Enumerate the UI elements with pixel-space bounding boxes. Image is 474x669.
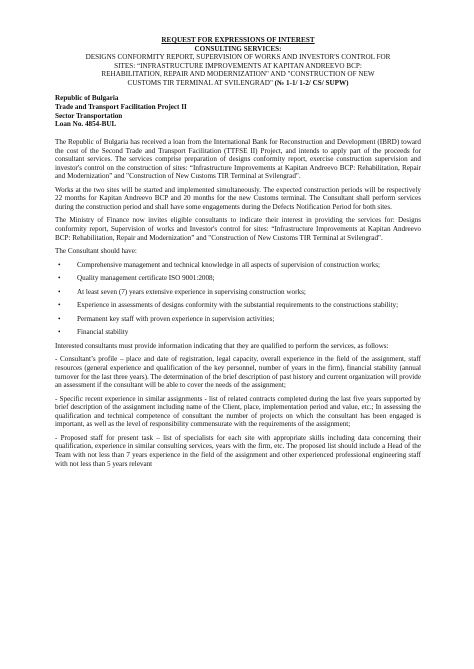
list-item: [55, 261, 421, 270]
list-item-text: Experience in assessments of designs conformity with the substantial requirements to the constructions stability;: [77, 301, 399, 310]
list-item-text: Quality management certificate ISO 9001:2008;: [77, 274, 215, 283]
paragraph-consultant-profile: - Consultant’s profile – place and date of registration, legal capacity, overall experience in the field of the assignment, staff resources (general experience and qualification of the key personnel, number of years in the firm), financial stability (annual turnover for the last three years). The determination of the brief description of past history and current organization will provide an assessment if the consultant will be able to cover the needs of the assignment;: [55, 355, 421, 390]
paragraph-information-required: Interested consultants must provide information indicating that they are qualified to perform the services, as follows:: [55, 341, 389, 350]
header-line-4-text: CUSTOMS TIR TERMINAL AT SVILENGRAD": [127, 78, 275, 87]
recipient-project: Trade and Transport Facilitation Project II: [55, 102, 187, 111]
paragraph-works-schedule: Works at the two sites will be started and implemented simultaneously. The expected construction periods will be respectively 22 months for Kapitan Andreevo BCP and 20 months for the new Customs terminal. The Consultant shall perform services during the construction period and shall have some engagements during the Defects Notification Period for both sites.: [55, 185, 421, 211]
document-subtitle: CONSULTING SERVICES:: [194, 44, 282, 53]
bullet-icon: •: [58, 274, 61, 283]
recipient-sector: Sector Transportation: [55, 111, 123, 120]
reference-number: (№ 1-1/ 1-2/ CS/ SUPW): [274, 78, 349, 87]
paragraph-loan-intro: The Republic of Bulgaria has received a loan from the International Bank for Reconstruction and Development (IBRD) toward the cost of the Second Trade and Transport Facilitation (TTFSE II) Project, and intends to apply part of the proceeds for consultant services. The services comprise preparation of designs conformity report, exercise construction supervision and investor's control on the construction of sites: “Infrastructure Improvements at Kapitan Andreevo BCP: Rehabilitation, Repair and Modernization” and "Construction of New Customs TIR Terminal at Svilengrad".: [55, 138, 421, 181]
header-line-4: [55, 79, 421, 88]
bullet-icon: •: [58, 287, 61, 296]
list-item-text: Permanent key staff with proven experience in supervision activities;: [77, 314, 275, 323]
document-header: [55, 36, 421, 87]
paragraph-proposed-staff: - Proposed staff for present task – list of specialists for each site with appropriate skills including data concerning their qualification, experience in similar consulting services, years with the firm, etc. The proposed list should include a Head of the Team with not less than 7 years experience in the field of the assignment and other experienced professional engineering staff with not less than 5 years relevant: [55, 433, 421, 468]
list-item-text: Financial stability: [77, 328, 129, 337]
list-item: [55, 274, 421, 283]
paragraph-consultant-should-have: The Consultant should have:: [55, 247, 137, 256]
list-item: [55, 301, 421, 310]
header-line-2: SITES: “INFRASTRUCTURE IMPROVEMENTS AT KAPITAN ANDREEVO BCP:: [114, 61, 362, 70]
paragraph-specific-experience: - Specific recent experience in similar assignments - list of related contracts completed during the last five years supported by brief description of the assignment including name of the Client, place, implementation period and value, etc.; In assessing the qualification and technical competence of consultant the number of projects on which the consultant has been engaged is important, as well as the level of responsibility commensurate with the requirements of the assignment;: [55, 394, 421, 429]
list-item: [55, 315, 421, 324]
list-item-text: At least seven (7) years extensive experience in supervising construction works;: [77, 287, 306, 296]
header-line-3: REHABILITATION, REPAIR AND MODERNIZATION" AND "CONSTRUCTION OF NEW: [101, 70, 375, 79]
bullet-icon: •: [58, 301, 61, 310]
bullet-icon: •: [58, 314, 61, 323]
bullet-icon: •: [58, 328, 61, 337]
document-title: REQUEST FOR EXPRESSIONS OF INTEREST: [161, 36, 315, 44]
recipient-block: [55, 94, 421, 129]
list-item: [55, 288, 421, 297]
bullet-icon: •: [58, 260, 61, 269]
paragraph-invitation: The Ministry of Finance now invites eligible consultants to indicate their interest in providing the services for: Designs conformity report, Supervision of works and Investor's control for sites: “Infrastructure Improvements at Kapitan Andreevo BCP: Rehabilitation, Repair and Modernization” and "Construction of New Customs TIR Terminal at Svilengrad".: [55, 216, 421, 242]
recipient-loan: Loan No. 4854-BUL: [55, 120, 117, 129]
header-line-1: DESIGNS CONFORMITY REPORT, SUPERVISION OF WORKS AND INVESTOR'S CONTROL FOR: [85, 53, 391, 62]
recipient-country: Republic of Bulgaria: [55, 94, 119, 103]
requirements-list: [55, 261, 421, 337]
list-item: [55, 328, 421, 337]
list-item-text: Comprehensive management and technical knowledge in all aspects of supervision of construction works;: [77, 260, 380, 269]
